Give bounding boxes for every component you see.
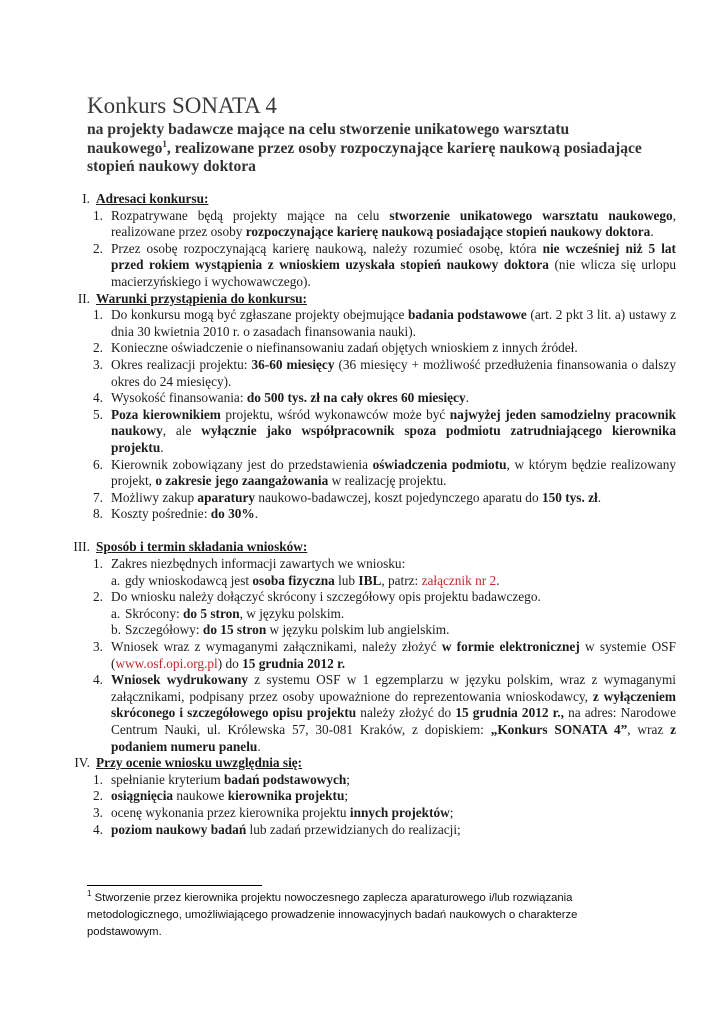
list-item (66, 506, 676, 523)
section-heading-text: Adresaci konkursu: (96, 191, 209, 206)
item-bold: stworzenie unikatowego warsztatu naukowego (389, 207, 673, 223)
item-bold: nie wcześniej niż 5 lat przed rokiem wystąpienia z wnioskiem uzyskała stopień naukowy doktora (111, 240, 676, 273)
list-item (66, 589, 676, 606)
item-text: naukowe (173, 788, 228, 804)
section-heading-text: Przy ocenie wniosku uwzględnia się: (96, 755, 303, 771)
item-text: (36 miesięcy + możliwość przedłużenia finansowania o dalszy okres do 24 miesięcy). (111, 356, 676, 389)
item-bold: poziom naukowy badań (111, 821, 247, 837)
subtitle-text-cont: , realizowane przez osoby rozpoczynające karierę naukową posiadające stopień naukowy doktora (87, 139, 642, 176)
section-heading-text: Warunki przystąpienia do konkursu: (96, 290, 307, 306)
item-bold: z podaniem numeru panelu (111, 722, 676, 754)
item-text: Rozpatrywane będą projekty mające na celu (111, 207, 390, 223)
item-text: , wraz (627, 722, 671, 737)
sub-item (66, 622, 676, 639)
item-text: . (254, 506, 259, 522)
item-bold: Wniosek wydrukowany (111, 672, 249, 688)
item-number: 1. (93, 207, 103, 223)
item-text: w realizację projektu. (328, 473, 447, 489)
item-text: Przez osobę rozpoczynającą karierę naukową, należy rozumieć osobę, która (111, 240, 543, 256)
item-text: należy złożyć do (356, 705, 456, 721)
list-item (66, 390, 676, 407)
item-text: Zakres niezbędnych informacji zawartych we wniosku: (111, 556, 406, 572)
osf-link[interactable]: www.osf.opi.org.pl (115, 655, 218, 671)
item-bold: Poza kierownikiem (111, 406, 221, 422)
item-number: 5. (93, 406, 103, 422)
footnote-separator (87, 885, 262, 886)
item-bold: osiągnięcia (111, 788, 174, 804)
section-heading (66, 755, 676, 772)
list-item (66, 357, 676, 390)
footnote (87, 890, 587, 941)
item-number: 3. (93, 804, 103, 820)
item-bold: wyłącznie jako współpracownik spoza podmiotu zatrudniającego kierownika projektu (111, 423, 676, 455)
item-number: 3. (93, 639, 103, 655)
item-text: projektu, wśród wykonawców może być (220, 406, 450, 422)
item-text: z systemu OSF w 1 egzemplarzu w języku polskim, wraz z wymaganymi załącznikami, podpisany przez osoby upoważnione do reprezentowania wnioskodawcy, (111, 672, 676, 704)
item-bold: kierownika projektu (227, 788, 345, 804)
sub-item (66, 573, 676, 590)
item-bold: do 15 stron (202, 622, 267, 638)
item-bold: oświadczenia podmiotu (372, 456, 507, 472)
item-bold: „Konkurs SONATA 4” (490, 722, 628, 737)
item-bold: badania podstawowe (407, 307, 527, 323)
item-text: . (465, 390, 469, 406)
document-subtitle (87, 121, 647, 177)
item-text: Wysokość finansowania: (111, 390, 247, 406)
document-title: Konkurs SONATA 4 (87, 93, 277, 118)
section-adresaci (66, 191, 676, 291)
item-bold: o zakresie jego zaangażowania (155, 473, 329, 489)
section-ocena (66, 755, 676, 838)
item-text: Do konkursu mogą być zgłaszane projekty obejmujące (111, 307, 408, 323)
item-bold: badań podstawowych (224, 771, 347, 787)
item-text: spełnianie kryterium (111, 771, 224, 787)
footnote-mark: 1 (87, 889, 92, 899)
item-text: w języku polskim lub angielskim. (266, 622, 450, 638)
section-number: I. (82, 191, 90, 206)
item-number: 2. (93, 788, 103, 804)
item-bold: 36-60 miesięcy (251, 356, 335, 372)
item-bold: do 30% (210, 506, 255, 522)
item-text: . (160, 439, 164, 455)
item-text: Wniosek wraz z wymaganymi załącznikami, należy złożyć (111, 639, 442, 655)
item-text: Możliwy zakup (111, 489, 198, 505)
item-bold: rozpoczynające karierę naukową posiadające stopień naukowy doktora (245, 224, 651, 240)
item-bold: innych projektów (349, 804, 450, 820)
item-number: 4. (93, 390, 103, 406)
item-text: , ale (162, 423, 202, 439)
item-text: (art. 2 pkt 3 lit. a) ustawy z dnia 30 kwietnia 2010 r. o zasadach finansowania nauki). (111, 307, 676, 339)
item-bold: do 500 tys. zł na cały okres 60 miesięcy (246, 390, 466, 406)
item-text: Szczegółowy: (125, 622, 203, 638)
list-item (66, 457, 676, 490)
item-bold: IBL (358, 572, 382, 588)
item-text: Skrócony: (125, 605, 183, 621)
item-text: . (597, 489, 602, 505)
section-number: II. (77, 290, 90, 306)
item-number: 1. (93, 556, 103, 572)
item-text: naukowo-badawczej, koszt pojedynczego aparatu do (255, 489, 542, 505)
item-text: . (496, 572, 500, 588)
attachment-link[interactable]: załącznik nr 2 (421, 572, 497, 588)
spacer (66, 523, 676, 540)
item-number: 7. (93, 489, 103, 505)
footnote-reference[interactable]: 1 (162, 138, 167, 149)
item-number: 4. (93, 821, 103, 837)
item-bold: do 5 stron (183, 605, 240, 621)
list-item (66, 490, 676, 507)
item-text: . (650, 224, 654, 240)
list-item (66, 556, 676, 573)
list-item (66, 822, 676, 839)
section-number: IV. (74, 755, 90, 771)
sub-item-letter: b. (111, 622, 121, 638)
item-bold: 15 grudnia 2012 r. (242, 655, 346, 671)
item-bold: najwyżej jeden samodzielny pracownik naukowy (111, 406, 676, 439)
item-text: Konieczne oświadczenie o niefinansowaniu zadań objętych wnioskiem z innych źródeł. (111, 340, 578, 356)
item-text: Koszty pośrednie: (111, 506, 211, 522)
list-item (66, 407, 676, 457)
item-number: 2. (93, 340, 103, 356)
item-number: 8. (93, 506, 103, 522)
item-text: lub (334, 572, 359, 588)
item-number: 3. (93, 356, 103, 372)
item-bold: 15 grudnia 2012 r., (455, 705, 564, 721)
item-text: , w którym będzie realizowany projekt, (111, 456, 676, 489)
item-text: na adres: Narodowe Centrum Nauki, ul. Królewska 57, 30-081 Kraków, z dopiskiem: (111, 705, 676, 737)
item-bold: 150 tys. zł (541, 489, 598, 505)
list-item (66, 639, 676, 672)
list-item (66, 208, 676, 241)
item-bold: z wyłączeniem skróconego i szczegółowego opisu projektu (111, 688, 676, 721)
footnote-text: Stworzenie przez kierownika projektu nowoczesnego zaplecza aparaturowego i/lub rozwiązania metodologicznego, umożliwiającego prowadzenie innowacyjnych badań naukowych o charakterze podstawowym. (87, 892, 578, 938)
item-text: , w języku polskim. (239, 605, 345, 621)
item-text: (nie wlicza się urlopu macierzyńskiego i wychowawczego). (111, 257, 676, 289)
section-heading (66, 191, 676, 208)
section-heading-text: Sposób i termin składania wniosków: (96, 539, 308, 555)
section-sposob (66, 539, 676, 755)
section-heading (66, 539, 676, 556)
item-text: . (257, 738, 261, 754)
sub-item-letter: a. (111, 572, 121, 588)
item-bold: aparatury (197, 489, 256, 505)
item-number: 1. (93, 307, 103, 323)
item-text: lub zadań przewidzianych do realizacji; (246, 821, 461, 837)
item-text: ; (346, 771, 350, 787)
list-item (66, 672, 676, 755)
item-text: ; (449, 804, 454, 820)
item-text: ) do (217, 655, 243, 671)
item-text: w systemie OSF ( (111, 639, 676, 671)
item-text: Kierownik zobowiązany jest do przedstawienia (111, 456, 373, 472)
item-text: Do wniosku należy dołączyć skrócony i szczegółowy opis projektu badawczego. (111, 589, 541, 605)
item-text: ; (344, 788, 349, 804)
sub-item-letter: a. (111, 605, 121, 621)
item-text: Okres realizacji projektu: (111, 356, 252, 372)
item-bold: osoba fizyczna (252, 572, 335, 588)
subtitle-text: na projekty badawcze mające na celu stworzenie unikatowego warsztatu naukowego (87, 121, 570, 157)
item-number: 2. (93, 240, 103, 256)
item-number: 2. (93, 589, 103, 605)
item-number: 1. (93, 771, 103, 787)
list-item (66, 340, 676, 357)
item-bold: w formie elektronicznej (441, 639, 580, 655)
list-item (66, 241, 676, 291)
list-item (66, 307, 676, 340)
item-number: 4. (93, 672, 103, 688)
item-text: , realizowane przez osoby (111, 207, 677, 240)
section-number: III. (73, 539, 90, 555)
list-item (66, 772, 676, 789)
list-item (66, 788, 676, 805)
section-heading (66, 291, 676, 308)
item-text: gdy wnioskodawcą jest (125, 572, 253, 588)
item-text: ocenę wykonania przez kierownika projektu (111, 804, 350, 820)
sub-item (66, 606, 676, 623)
document-body (66, 191, 676, 838)
list-item (66, 805, 676, 822)
item-text: , patrz: (381, 572, 422, 588)
section-warunki (66, 291, 676, 523)
item-number: 6. (93, 456, 103, 472)
